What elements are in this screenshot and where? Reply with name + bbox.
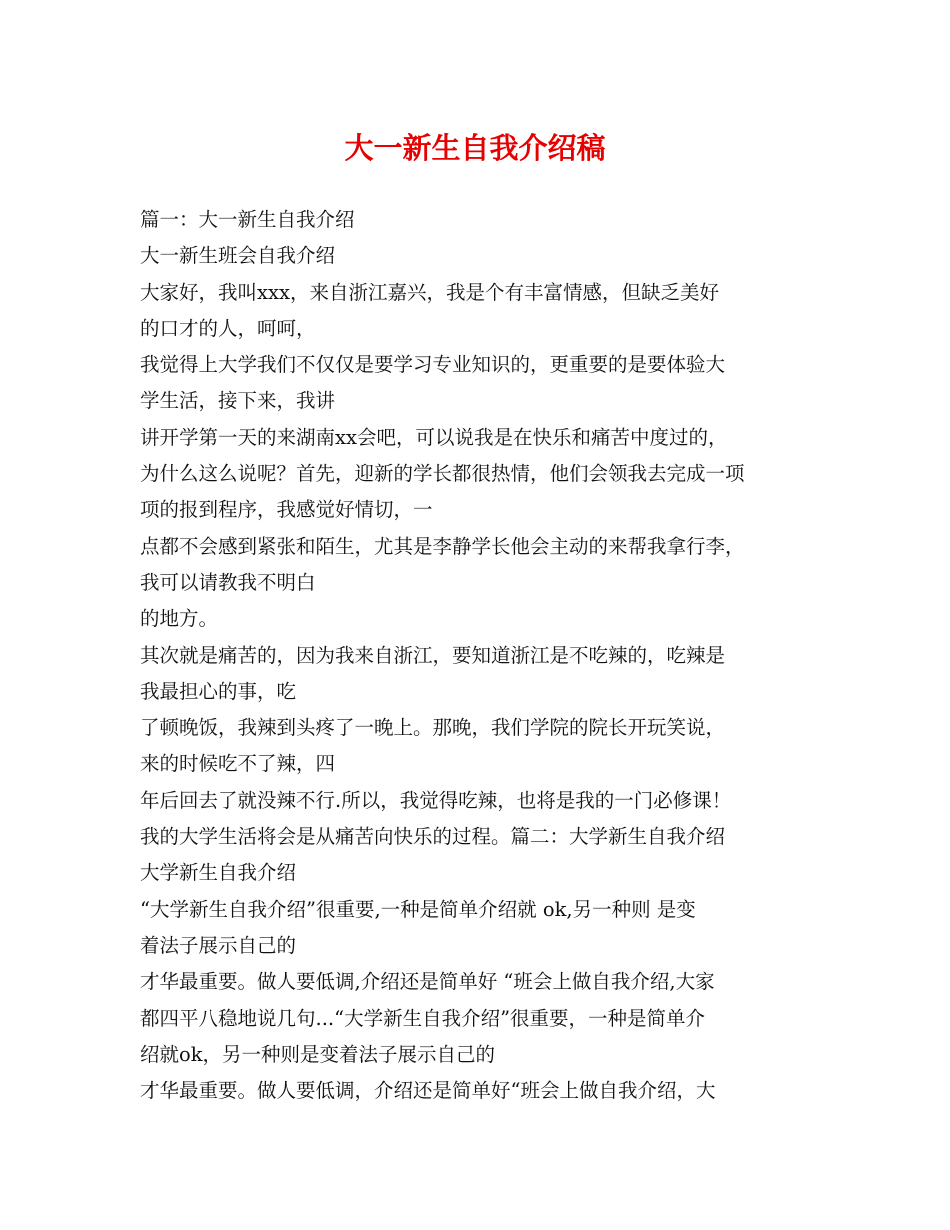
text-line: 我觉得上大学我们不仅仅是要学习专业知识的，更重要的是要体验大 <box>140 353 726 377</box>
text-line: 为什么这么说呢？首先，迎新的学长都很热情，他们会领我去完成一项 <box>140 462 745 486</box>
text-line: 篇一：大一新生自我介绍 <box>140 208 355 231</box>
text-line: 我的大学生活将会是从痛苦向快乐的过程。篇二：大学新生自我介绍 <box>140 825 726 849</box>
document-body <box>140 202 820 1109</box>
text-line: 都四平八稳地说几句...“大学新生自我介绍”很重要，一种是简单介 <box>140 1006 706 1030</box>
text-line: 的地方。 <box>140 607 219 631</box>
text-line: 学生活，接下来，我讲 <box>140 389 336 413</box>
text-line: 我可以请教我不明白 <box>140 570 316 594</box>
text-line: 才华最重要。做人要低调,介绍还是简单好 “班会上做自我介绍,大家 <box>140 970 715 994</box>
text-line: 的口才的人，呵呵， <box>140 316 316 340</box>
document-title: 大一新生自我介绍稿 <box>344 131 606 165</box>
text-line: 项的报到程序，我感觉好情切，一 <box>140 498 433 522</box>
text-line: 讲开学第一天的来湖南xx会吧，可以说我是在快乐和痛苦中度过的， <box>140 425 728 449</box>
text-line: 大学新生自我介绍 <box>140 861 297 885</box>
text-line: 点都不会感到紧张和陌生，尤其是李静学长他会主动的来帮我拿行李， <box>140 534 745 558</box>
text-line: 年后回去了就没辣不行.所以，我觉得吃辣，也将是我的一门必修课！ <box>140 788 732 812</box>
text-line: 了顿晚饭，我辣到头疼了一晚上。那晚，我们学院的院长开玩笑说， <box>140 716 726 740</box>
text-line: 其次就是痛苦的，因为我来自浙江，要知道浙江是不吃辣的，吃辣是 <box>140 643 726 667</box>
text-line: 我最担心的事，吃 <box>140 679 297 703</box>
text-line: “大学新生自我介绍”很重要,一种是简单介绍就 ok,另一种则 是变 <box>140 897 696 921</box>
text-line: 大一新生班会自我介绍 <box>140 244 336 268</box>
text-line: 才华最重要。做人要低调，介绍还是简单好“班会上做自我介绍，大 <box>140 1079 716 1103</box>
text-line: 绍就ok，另一种则是变着法子展示自己的 <box>140 1042 496 1066</box>
text-line: 大家好，我叫xxx，来自浙江嘉兴，我是个有丰富情感，但缺乏美好 <box>140 280 719 304</box>
text-line: 来的时候吃不了辣，四 <box>140 752 336 776</box>
text-line: 着法子展示自己的 <box>140 933 297 957</box>
